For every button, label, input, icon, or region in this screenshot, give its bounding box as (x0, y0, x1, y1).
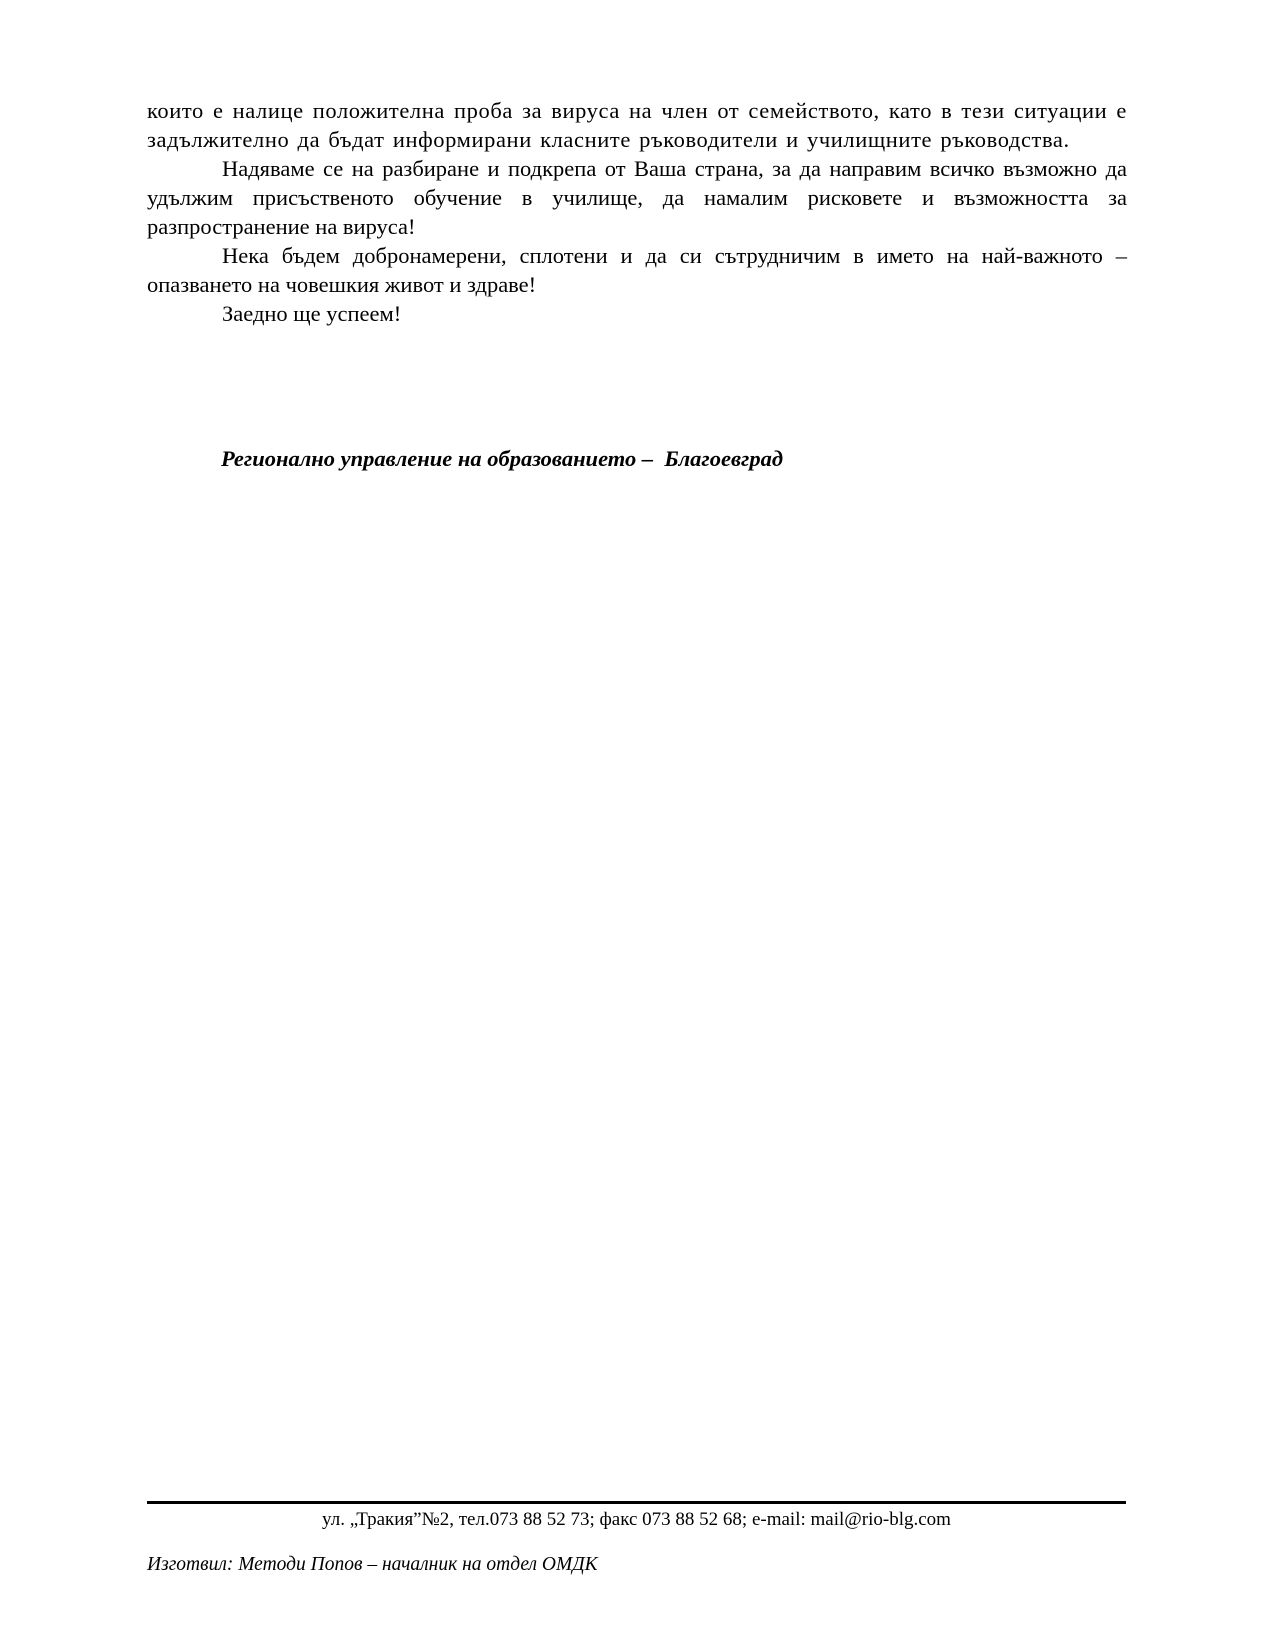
signature-organization: Регионално управление на образованието – Благоевград (221, 446, 783, 471)
paragraph-closing: Заедно ще успеем! (222, 301, 402, 326)
paragraph-cooperation: Нека бъдем добронамерени, сплотени и да си сътрудничим в името на най-важното – опазването на човешкия живот и здраве! (147, 243, 1127, 297)
letter-body (147, 96, 1127, 328)
prepared-by-note: Изготвил: Методи Попов – началник на отдел ОМДК (147, 1554, 598, 1575)
footer-contact-address: ул. „Тракия”№2, тел.073 88 52 73; факс 073 88 52 68; e-mail: mail@rio-blg.com (322, 1509, 951, 1530)
paragraph-family-positive-test: които е налице положителна проба за вируса на член от семейството, като в тези ситуации е задължително да бъдат информирани класните ръководители и училищните ръководства. (147, 98, 1127, 152)
footer-divider (147, 1501, 1126, 1504)
paragraph-support-request: Надяваме се на разбиране и подкрепа от Ваша страна, за да направим всичко възможно да удължим присъственото обучение в училище, да намалим рисковете и възможността за разпространение на вируса! (147, 156, 1127, 239)
